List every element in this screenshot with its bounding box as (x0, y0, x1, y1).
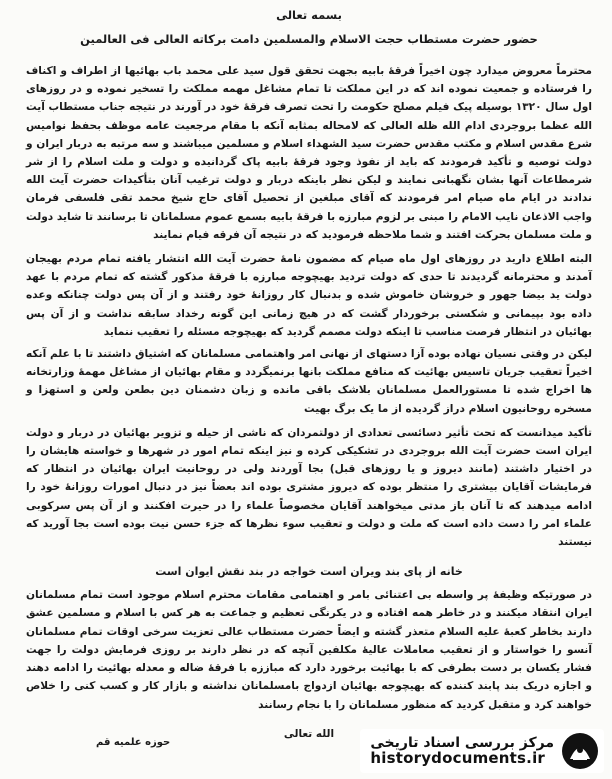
closing-line: الله تعالی (283, 727, 335, 740)
watermark-text (370, 735, 554, 767)
salutation-line: حضور حضرت مستطاب حجت الاسلام والمسلمین دامت برکاته العالی فی العالمین (80, 32, 538, 46)
watermark-url: historydocuments.ir (370, 749, 546, 767)
watermark (360, 729, 604, 773)
letter-body (26, 4, 592, 740)
poem-verse: خانه از پای بند ویران است خواجه در بند نقش ایوان است (155, 565, 463, 579)
paragraph-3: لیکن در وقتی نسیان نهاده بوده آزا دستهای از نهانی امر واهتمامی مسلمانان که اشتیاق داشتند تا با علم آنکه اخیراً تعقیب جریان تاسیس بهائیت که منافع مملکت بانها برنمیگردد و مقام بهائیان از مشاغل مهمهٔ وزارتخانه ها اخراج شده تا مستورالعمل مسلمانان بلاشک باقی مانده و زبان دشمنان دین بطعن ولعن و استهزا و مسخره روحانیون اسلام دراز گردیده از ما یک برگ بهیت (26, 348, 592, 415)
paragraph-2: البته اطلاع دارید در روزهای اول ماه صیام که مضمون نامهٔ حضرت آیت الله انتشار یافته تمام مردم بهیجان آمدند و محترمانه گردیدند تا حدی که دولت تردید بهیچوجه مبارزه با فرقهٔ مذکور گشته که تمام مردم با عهد دولت ید بیضا جهور و خروشان خاموش شده و بدنبال کار روزانهٔ خود رفتند و از آن پس دولت چنانکه وعده داده بود بپیمانی و شکستی برخوردار گشت که در هیچ زمانی این گونه رخداد سابقه نداشت و از آن پس بهائیان در انتظار فرصت مناسب تا اینکه دولت مصمم گردید که بهیچوجه مسئله را تعقیب ننماید (26, 253, 592, 338)
paragraph-1: محترماً معروض میدارد چون اخیراً فرقهٔ بابیه بجهت تحقق قول سید علی محمد باب بهائیها از اطراف و اکناف را فرستاده و جمعیت نموده اند که در این مملکت تا تمام مشاغل مهمه مملکت را تسخیر نموده و در روزهای اول سال ۱۳۲۰ بوسیله پیک فیلم مصلح حکومت را تحت تصرف فرقهٔ خود در آورند در نتیجه جناب مستطاب آیت الله عظما بروجردی ادام الله ظله العالی که لامحاله بمثابه آنکه با مقام مرجعیت عامه موظف بحفظ نوامیس شرع مقدس اسلام و مکتب مقدس حضرت سید الشهداء اسلام و مسلمین میباشند و سه مرتبه به دربار ایران و دولت توصیه و تأکید فرمودند که باید از نفوذ وجود فرقهٔ بابیه پاک گردانیده و دولت و ملت اسلام را از شر شرمطاعات آنها بشان نگهبانی نمایند و لیکن نظر باینکه دربار و دولت ترغیب آنان بتأکیدات حضرت آیت الله ندادند در ایام ماه صیام امر فرمودند که آقای مبلغین از تحصیل آقای حاج شیخ محمد تقی فلسفی فرمان واجب الاذعان نایب الامام را مبنی بر لزوم مبارزه با فرقهٔ بابیه بسمع عموم مسلمانان تا برسانند تا شاید دولت و ملت مسلمان بحرکت افتند و شما ملاحظه فرمودید که در نتیجه آن فرقه فیام نمایند (26, 65, 593, 241)
signature: حوزه علمیه قم (96, 737, 171, 748)
paragraph-5: در صورتیکه وظیفهٔ پر واسطه بی اعتنائی بامر و اهتمامی مقامات محترم اسلام موجود است تمام مسلمانان ایران انتقاد میکنند و در خاطر همه افتاده و در یکرنگی تعظیم و جماعت به هر کس با اسلام و مسلمین عشق دارند بخاطر کعبهٔ علیه السلام متعذر گشته و ایضاً حضرت مستطاب عالی تعزیت سرخی اوقات تمام مسلمانان آنسو را خواستار و از تعقیب معاملات عالیهٔ مکلفین آنچه که در نظر دارند بر روزی فرمایش دولت را جهت فشار یکسان بر دست بطرفی که با بهائیت برخورد دارد که مباززه با فرقهٔ ضاله و معدله بهائیت را ادامه دهند و اجازه دریک بند پابند کننده که بهیچوجه بهائیان ازدواج بامسلمانان نداشته و بازار کار و کسب کنی را خلاص خواهند کرد و متقبل کردید که منظور مسلمانان را با نجام رسانند (26, 589, 592, 711)
archive-seal-icon (560, 731, 600, 771)
watermark-title: مرکز بررسی اسناد تاریخی (370, 735, 554, 751)
paragraph-4: تأکید میدانست که تحت تأثیر دسائسی تعدادی از دولتمردان که ناشی از حیله و تزویر بهائیان در دربار و دولت ایران است حضرت آیت الله بروجردی در تشکیکی کرده و نیز اینکه تمام امور در شهرها و خواسته هایشان را در اختیار داشتند (مانند دیروز و یا روزهای قبل) بجا آوردند ولی در روحانیت ایران بهائیان در انتظار که فرمایشات آقایان بیشتری را منتظر بوده که دیروز مشتری بوده اند بعضاً نیز در دنبال امورات روزانهٔ خود را ادامه میدهند که تا آنان باز مدتی میخواهند آقایان مخصوصاً علماء را در حیرت افکنند و از آن پس سرکوبی علماء امر را دست داده است که ملت و دولت و تعقیب سوء نظرها که جزء حسن نیت بوده است بجا آورید که نیستند (26, 426, 592, 549)
basmala-heading: بسمه تعالی (276, 8, 342, 22)
